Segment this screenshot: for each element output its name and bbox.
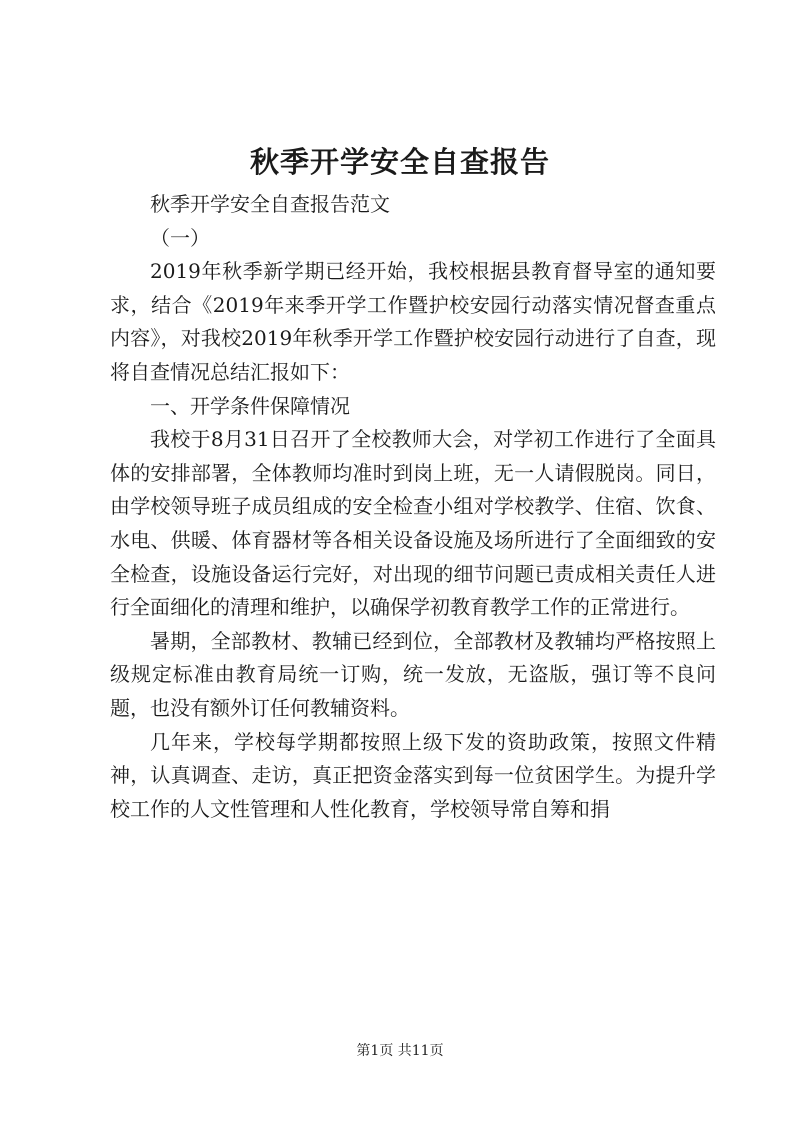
document-body bbox=[110, 188, 716, 826]
paragraph-intro: 2019年秋季新学期已经开始，我校根据县教育督导室的通知要求，结合《2019年来季开学工作暨护校安园行动落实情况督查重点内容》，对我校2019年秋季开学工作暨护校安园行动进行了自查，现将自查情况总结汇报如下： bbox=[110, 259, 716, 384]
paragraph-body: 几年来，学校每学期都按照上级下发的资助政策，按照文件精神，认真调查、走访，真正把资金落实到每一位贫困学生。为提升学校工作的人文性管理和人性化教育，学校领导常自筹和捐 bbox=[110, 729, 716, 821]
document-title: 秋季开学安全自查报告 bbox=[249, 145, 550, 179]
section-heading: 一、开学条件保障情况 bbox=[150, 393, 350, 418]
paragraph-subtitle: 秋季开学安全自查报告范文 bbox=[150, 192, 390, 216]
page-footer: 第1页 共11页 bbox=[356, 1043, 444, 1059]
paragraph-section-number: （一） bbox=[150, 225, 210, 250]
paragraph-body: 我校于8月31日召开了全校教师大会，对学初工作进行了全面具体的安排部署，全体教师均准时到岗上班，无一人请假脱岗。同日，由学校领导班子成员组成的安全检查小组对学校教学、住宿、饮食、水电、供暖、体育器材等各相关设备设施及场所进行了全面细致的安全检查，设施设备运行完好，对出现的细节问题已责成相关责任人进行全面细化的清理和维护，以确保学初教育教学工作的正常进行。 bbox=[110, 427, 716, 620]
paragraph-body: 暑期，全部教材、教辅已经到位，全部教材及教辅均严格按照上级规定标准由教育局统一订购，统一发放，无盗版，强订等不良问题，也没有额外订任何教辅资料。 bbox=[110, 628, 716, 720]
